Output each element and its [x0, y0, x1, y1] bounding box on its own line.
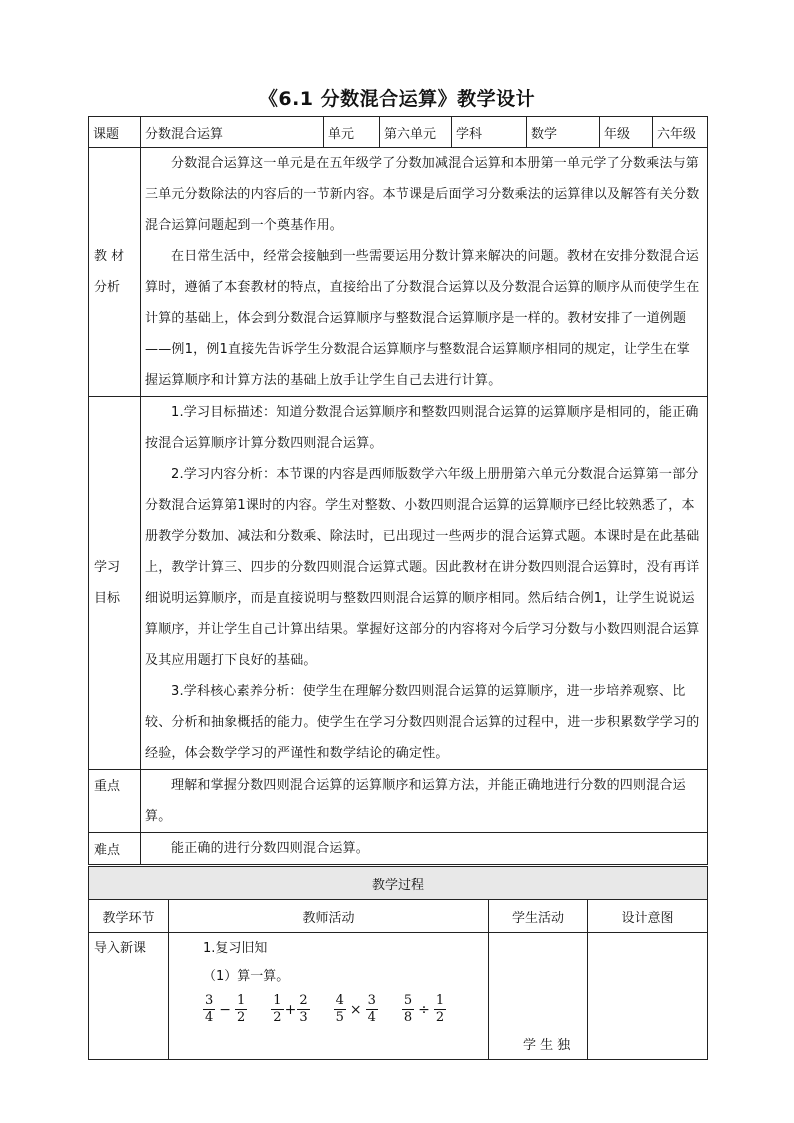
intro-intent-cell: [588, 933, 708, 1060]
denominator: 8: [403, 1010, 413, 1025]
grade-label: 年级: [600, 117, 653, 148]
goals-label-cell: [89, 397, 141, 770]
denominator: 4: [367, 1010, 376, 1025]
fraction: [366, 993, 378, 1026]
material-paragraph-2: 在日常生活中，经常会接触到一些需要运用分数计算来解决的问题。教材在安排分数混合运算时，遵循了本套教材的特点，直接给出了分数混合运算以及分数混合运算的顺序从而使学生在计算的基础上，体会到分数混合运算顺序与整数混合运算顺序是一样的。教材安排了一道例题——例1，例1直接先告诉学生分数混合运算顺序与整数混合运算顺序相同的规定，让学生在掌握运算顺序和计算方法的基础上放手让学生自己去进行计算。: [145, 249, 700, 388]
col-student: 学生活动: [489, 900, 588, 933]
intro-student-cell: [489, 933, 588, 1060]
numerator: 5: [403, 993, 413, 1008]
process-columns-row: [89, 900, 708, 933]
exercise-3: [334, 993, 378, 1026]
minus-operator: −: [219, 1001, 232, 1018]
key-point-label: 重点: [89, 770, 141, 833]
exercise-2: [271, 993, 309, 1026]
teaching-process-table: [88, 866, 708, 1060]
goals-row: [89, 397, 708, 770]
intro-student-text: 学 生 独: [523, 1038, 571, 1053]
difficulty-content: [141, 833, 708, 865]
process-heading: 教学过程: [89, 867, 708, 900]
page-title: 《6.1 分数混合运算》教学设计: [258, 88, 536, 110]
unit-label: 单元: [324, 117, 380, 148]
intro-line-1: 1.复习旧知: [203, 941, 268, 956]
col-stage: 教学环节: [89, 900, 169, 933]
denominator: 2: [273, 1010, 282, 1025]
col-intent: 设计意图: [588, 900, 708, 933]
fraction: [271, 993, 283, 1026]
denominator: 2: [435, 1010, 445, 1025]
numerator: 3: [367, 993, 376, 1008]
goals-content: [141, 397, 708, 770]
intro-line-2: （1）算一算。: [203, 969, 290, 984]
subject-value: 数学: [527, 117, 600, 148]
numerator: 3: [205, 993, 214, 1008]
exercise-4: [402, 993, 446, 1026]
fraction-exercises: [203, 993, 446, 1026]
intro-row: [89, 933, 708, 1060]
material-paragraph-1: 分数混合运算这一单元是在五年级学了分数加减混合运算和本册第一单元学了分数乘法与第三单元分数除法的内容后的一节新内容。本节课是后面学习分数乘法的运算律以及解答有关分数混合运算问题起到一个奠基作用。: [145, 156, 700, 233]
topic-value: 分数混合运算: [141, 117, 324, 148]
intro-teacher-cell: [169, 933, 489, 1060]
denominator: 4: [205, 1010, 214, 1025]
material-label-line2: 分析: [94, 280, 121, 295]
numerator: 1: [435, 993, 445, 1008]
intro-stage: 导入新课: [89, 933, 169, 1060]
fraction: [434, 993, 446, 1026]
goals-paragraph-3: 3.学科核心素养分析：使学生在理解分数四则混合运算的运算顺序，进一步培养观察、比较、分析和抽象概括的能力。使学生在学习分数四则混合运算的过程中，进一步积累数学学习的经验，体会数学学习的严谨性和数学结论的确定性。: [145, 684, 700, 761]
fraction: [297, 993, 309, 1026]
header-row: [89, 117, 708, 148]
material-row: [89, 148, 708, 397]
goals-paragraph-2: 2.学习内容分析：本节课的内容是西师版数学六年级上册册第六单元分数混合运算第一部分分数混合运算第1课时的内容。学生对整数、小数四则混合运算的运算顺序已经比较熟悉了，本册教学分数加、减法和分数乘、除法时，已出现过一些两步的混合运算式题。本课时是在此基础上，教学计算三、四步的分数四则混合运算式题。因此教材在讲分数四则混合运算时，没有再详细说明运算顺序，而是直接说明与整数四则混合运算的顺序相同。然后结合例1，让学生说说运算顺序，并让学生自己计算出结果。掌握好这部分的内容将对今后学习分数与小数四则混合运算及其应用题打下良好的基础。: [145, 467, 700, 668]
numerator: 1: [237, 993, 246, 1008]
fraction: [203, 993, 215, 1026]
fraction: [235, 993, 247, 1026]
material-label-cell: [89, 148, 141, 397]
denominator: 2: [237, 1010, 246, 1025]
col-teacher: 教师活动: [169, 900, 489, 933]
denominator: 5: [335, 1010, 344, 1025]
numerator: 2: [299, 993, 308, 1008]
times-operator: ×: [349, 1001, 362, 1018]
divide-operator: ÷: [418, 1001, 430, 1018]
difficulty-label: 难点: [89, 833, 141, 865]
fraction: [402, 993, 414, 1026]
plus-operator: +: [284, 1001, 297, 1018]
goals-label-line2: 目标: [94, 591, 121, 606]
grade-value: 六年级: [653, 117, 708, 148]
numerator: 4: [335, 993, 344, 1008]
difficulty-text: 能正确的进行分数四则混合运算。: [171, 841, 370, 856]
topic-label: 课题: [89, 117, 141, 148]
goals-label-line1: 学习: [94, 560, 121, 575]
difficulty-row: [89, 833, 708, 865]
material-label-line1: 教 材: [94, 249, 125, 264]
key-point-text: 理解和掌握分数四则混合运算的运算顺序和运算方法，并能正确地进行分数的四则混合运算。: [145, 778, 686, 824]
exercise-1: [203, 993, 247, 1026]
material-content: [141, 148, 708, 397]
key-point-row: [89, 770, 708, 833]
unit-value: 第六单元: [380, 117, 452, 148]
subject-label: 学科: [452, 117, 527, 148]
lesson-info-table: [88, 116, 708, 865]
fraction: [334, 993, 346, 1026]
process-heading-row: [89, 867, 708, 900]
numerator: 1: [273, 993, 282, 1008]
goals-paragraph-1: 1.学习目标描述：知道分数混合运算顺序和整数四则混合运算的运算顺序是相同的，能正确按混合运算顺序计算分数四则混合运算。: [145, 405, 699, 451]
denominator: 3: [299, 1010, 308, 1025]
key-point-content: [141, 770, 708, 833]
